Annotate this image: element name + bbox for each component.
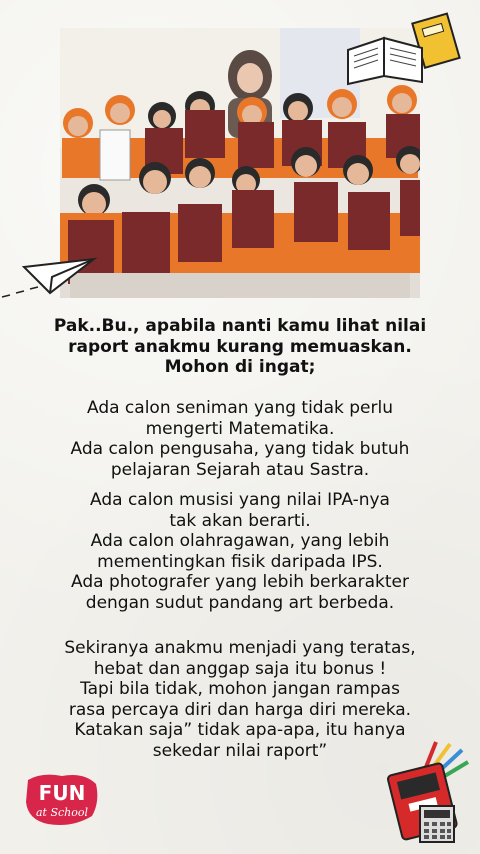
- paragraph-1: [20, 398, 460, 480]
- intro-text: [20, 316, 460, 378]
- fun-at-school-logo: [22, 770, 102, 830]
- paragraph-2: [20, 490, 460, 613]
- paragraph-2-text: Ada calon musisi yang nilai IPA-nya tak akan berarti. Ada calon olahragawan, yang lebih mementingkan fisik daripada IPS. Ada photografer yang lebih berkarakter dengan sudut pandang art berbeda.: [71, 490, 409, 613]
- logo-fun-text: FUN: [38, 781, 86, 805]
- logo-school-text: at School: [35, 806, 89, 819]
- paragraph-1-text: Ada calon seniman yang tidak perlu mengerti Matematika. Ada calon pengusaha, yang tidak butuh pelajaran Sejarah atau Sastra.: [70, 398, 410, 480]
- book-icon: [342, 10, 466, 86]
- intro-paragraph: Pak..Bu., apabila nanti kamu lihat nilai raport anakmu kurang memuaskan. Mohon di ingat;: [53, 316, 427, 377]
- paper-plane-icon: [0, 255, 100, 305]
- paragraph-3-text: Sekiranya anakmu menjadi yang teratas, hebat dan anggap saja itu bonus ! Tapi bila tidak, mohon jangan rampas rasa percaya diri dan harga diri mereka. Katakan saja” tidak apa-apa, itu hanya sekedar nilai raport”: [64, 638, 416, 761]
- calculator-pencils-icon: [384, 740, 476, 844]
